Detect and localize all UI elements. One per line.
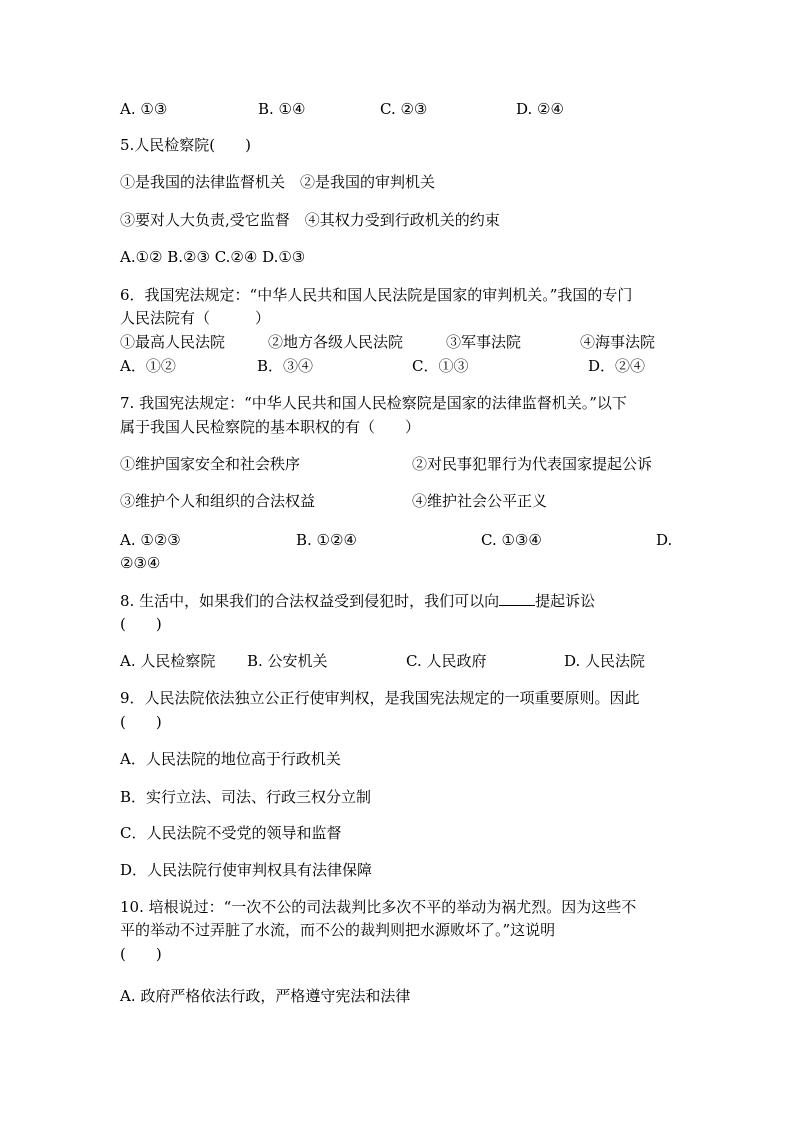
- q7-statement-3: ③维护个人和组织的合法权益: [120, 492, 316, 510]
- q8-option-a[interactable]: A. 人民检察院: [120, 652, 216, 670]
- q6-statement-2: ②地方各级人民法院: [268, 333, 404, 351]
- q6-option-a[interactable]: A．①②: [120, 357, 176, 375]
- q8-stem-line2: ( ): [120, 615, 162, 633]
- q4-option-b[interactable]: B. ①④: [258, 100, 306, 118]
- q4-option-a[interactable]: A. ①③: [120, 100, 168, 118]
- q4-option-c[interactable]: C. ②③: [380, 100, 428, 118]
- q7-statement-4: ④维护社会公平正义: [412, 492, 548, 510]
- q10-stem-line1: 10. 培根说过：“一次不公的司法裁判比多次不平的举动为祸尤烈。因为这些不: [120, 898, 637, 916]
- q6-option-d[interactable]: D．②④: [588, 357, 646, 375]
- q5-stem: 5.人民检察院( ): [120, 136, 252, 154]
- q9-option-a[interactable]: A．人民法院的地位高于行政机关: [120, 750, 341, 768]
- q9-option-c[interactable]: C．人民法院不受党的领导和监督: [120, 824, 342, 842]
- q8-option-c[interactable]: C. 人民政府: [406, 652, 487, 670]
- q6-stem-line1: 6．我国宪法规定：“中华人民共和国人民法院是国家的审判机关。”我国的专门: [120, 286, 633, 304]
- q9-option-b[interactable]: B．实行立法、司法、行政三权分立制: [120, 788, 372, 806]
- q4-option-d[interactable]: D. ②④: [516, 100, 564, 118]
- q7-option-a[interactable]: A. ①②③: [120, 531, 181, 549]
- q8-stem-after: 提起诉讼: [535, 592, 596, 610]
- q8-option-d[interactable]: D. 人民法院: [564, 652, 646, 670]
- q7-statement-1: ①维护国家安全和社会秩序: [120, 455, 301, 473]
- q9-stem-line1: 9．人民法院依法独立公正行使审判权，是我国宪法规定的一项重要原则。因此: [120, 689, 640, 707]
- q5-statement-2: ③要对人大负责,受它监督 ④其权力受到行政机关的约束: [120, 211, 500, 229]
- q6-statement-4: ④海事法院: [580, 333, 656, 351]
- q5-statement-1: ①是我国的法律监督机关 ②是我国的审判机关: [120, 173, 436, 191]
- q8-stem-before: 8. 生活中，如果我们的合法权益受到侵犯时，我们可以向: [120, 592, 500, 610]
- q8-stem-line1: [120, 590, 680, 612]
- q7-option-c[interactable]: C. ①③④: [481, 531, 542, 549]
- q8-option-b[interactable]: B. 公安机关: [247, 652, 328, 670]
- q7-stem-line1: 7. 我国宪法规定：“中华人民共和国人民检察院是国家的法律监督机关。”以下: [120, 394, 627, 412]
- q10-stem-line3: ( ): [120, 945, 162, 963]
- q7-statement-2: ②对民事犯罪行为代表国家提起公诉: [412, 455, 653, 473]
- q6-statement-1: ①最高人民法院: [120, 333, 226, 351]
- q6-statement-3: ③军事法院: [446, 333, 522, 351]
- q7-stem-line2: 属于我国人民检察院的基本职权的有（ ）: [120, 418, 421, 436]
- q7-option-b[interactable]: B. ①②④: [296, 531, 357, 549]
- q9-stem-line2: ( ): [120, 713, 162, 731]
- q10-option-a[interactable]: A. 政府严格依法行政，严格遵守宪法和法律: [120, 987, 411, 1005]
- q6-option-b[interactable]: B．③④: [257, 357, 314, 375]
- q10-stem-line2: 平的举动不过弄脏了水流，而不公的裁判则把水源败坏了。”这说明: [120, 921, 556, 939]
- answer-blank: [499, 591, 535, 606]
- q7-option-d-continued: ②③④: [120, 554, 161, 572]
- q5-options[interactable]: A.①② B.②③ C.②④ D.①③: [120, 248, 306, 266]
- q7-option-d[interactable]: D.: [656, 531, 673, 549]
- q6-option-c[interactable]: C．①③: [412, 357, 469, 375]
- q9-option-d[interactable]: D．人民法院行使审判权具有法律保障: [120, 861, 373, 879]
- q6-stem-line2: 人民法院有（ ）: [120, 309, 271, 327]
